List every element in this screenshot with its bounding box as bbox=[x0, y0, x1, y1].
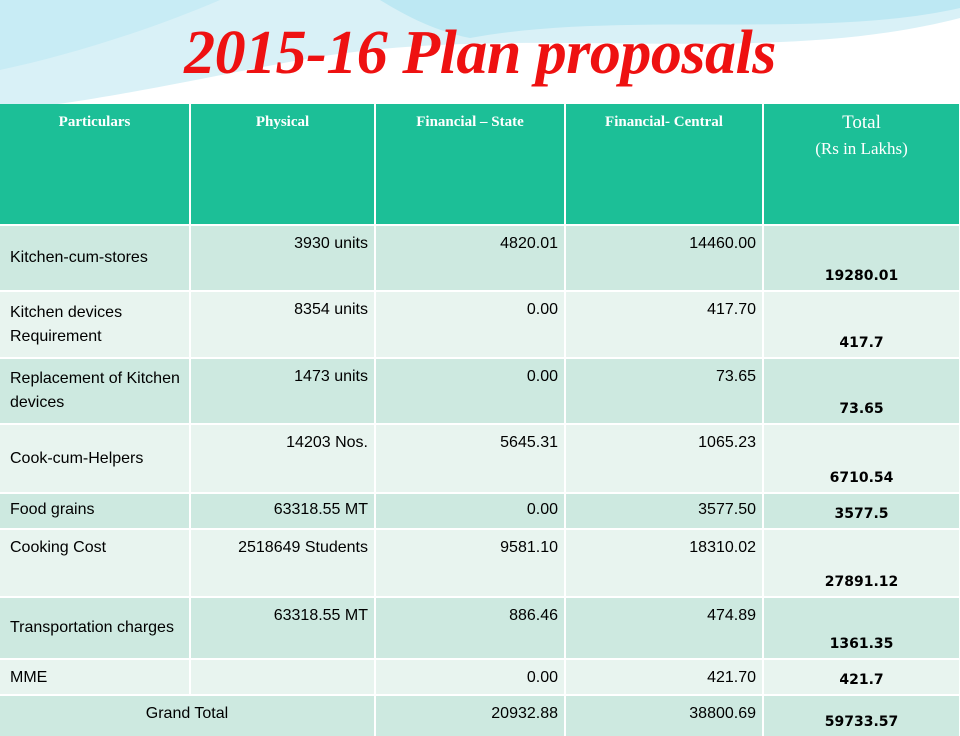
header-financial-state: Financial – State bbox=[375, 104, 565, 225]
header-total bbox=[763, 104, 960, 225]
cell-central: 3577.50 bbox=[565, 493, 763, 529]
cell-total: 3577.5 bbox=[763, 493, 960, 529]
header-physical: Physical bbox=[190, 104, 375, 225]
cell-total: 6710.54 bbox=[763, 424, 960, 493]
cell-physical: 14203 Nos. bbox=[190, 424, 375, 493]
page-title: 2015-16 Plan proposals bbox=[184, 19, 776, 87]
cell-total: 421.7 bbox=[763, 659, 960, 695]
cell-total: 1361.35 bbox=[763, 597, 960, 659]
cell-particulars: Cook-cum-Helpers bbox=[0, 424, 190, 493]
table-row bbox=[0, 529, 960, 597]
cell-state: 0.00 bbox=[375, 358, 565, 424]
cell-total: 27891.12 bbox=[763, 529, 960, 597]
cell-central: 421.70 bbox=[565, 659, 763, 695]
cell-physical: 8354 units bbox=[190, 291, 375, 358]
cell-central: 18310.02 bbox=[565, 529, 763, 597]
grand-total-total: 59733.57 bbox=[763, 695, 960, 736]
cell-total: 73.65 bbox=[763, 358, 960, 424]
table-row bbox=[0, 225, 960, 291]
grand-total-row bbox=[0, 695, 960, 736]
cell-particulars: MME bbox=[0, 659, 190, 695]
cell-particulars: Cooking Cost bbox=[0, 529, 190, 597]
cell-physical: 2518649 Students bbox=[190, 529, 375, 597]
cell-physical bbox=[190, 659, 375, 695]
cell-central: 14460.00 bbox=[565, 225, 763, 291]
table-row bbox=[0, 291, 960, 358]
cell-total: 417.7 bbox=[763, 291, 960, 358]
cell-physical: 63318.55 MT bbox=[190, 493, 375, 529]
table-row bbox=[0, 659, 960, 695]
header-total-unit: (Rs in Lakhs) bbox=[815, 139, 908, 158]
cell-state: 5645.31 bbox=[375, 424, 565, 493]
plan-table bbox=[0, 104, 960, 736]
table-row bbox=[0, 493, 960, 529]
header-particulars: Particulars bbox=[0, 104, 190, 225]
cell-central: 1065.23 bbox=[565, 424, 763, 493]
grand-total-state: 20932.88 bbox=[375, 695, 565, 736]
table-row bbox=[0, 424, 960, 493]
cell-central: 417.70 bbox=[565, 291, 763, 358]
cell-central: 474.89 bbox=[565, 597, 763, 659]
cell-particulars: Replacement of Kitchen devices bbox=[0, 358, 190, 424]
cell-physical: 1473 units bbox=[190, 358, 375, 424]
cell-state: 0.00 bbox=[375, 659, 565, 695]
cell-state: 0.00 bbox=[375, 291, 565, 358]
cell-physical: 63318.55 MT bbox=[190, 597, 375, 659]
cell-particulars: Food grains bbox=[0, 493, 190, 529]
header-financial-central: Financial- Central bbox=[565, 104, 763, 225]
header-total-label: Total bbox=[842, 112, 881, 133]
cell-particulars: Kitchen-cum-stores bbox=[0, 225, 190, 291]
grand-total-label: Grand Total bbox=[0, 695, 375, 736]
table-row bbox=[0, 358, 960, 424]
cell-central: 73.65 bbox=[565, 358, 763, 424]
cell-state: 9581.10 bbox=[375, 529, 565, 597]
cell-particulars: Transportation charges bbox=[0, 597, 190, 659]
table-row bbox=[0, 597, 960, 659]
cell-state: 886.46 bbox=[375, 597, 565, 659]
cell-total: 19280.01 bbox=[763, 225, 960, 291]
table-header-row bbox=[0, 104, 960, 225]
cell-state: 0.00 bbox=[375, 493, 565, 529]
cell-state: 4820.01 bbox=[375, 225, 565, 291]
cell-particulars: Kitchen devices Requirement bbox=[0, 291, 190, 358]
cell-physical: 3930 units bbox=[190, 225, 375, 291]
grand-total-central: 38800.69 bbox=[565, 695, 763, 736]
